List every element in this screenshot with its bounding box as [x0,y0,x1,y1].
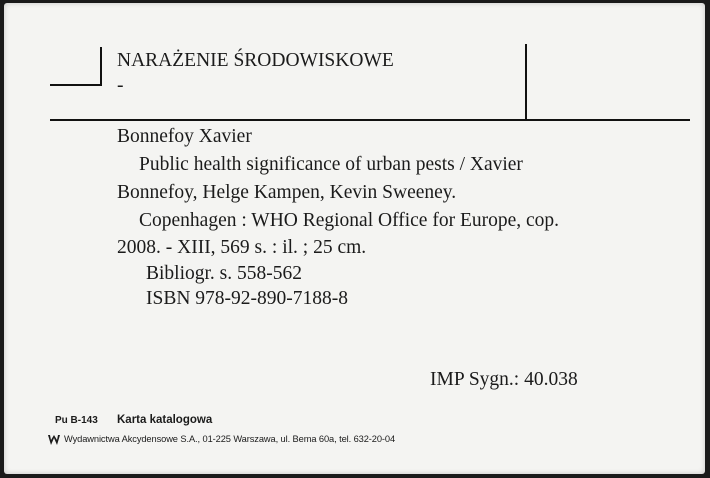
form-code: Pu B-143 [55,415,98,426]
call-number: IMP Sygn.: 40.038 [430,369,578,390]
publisher-logo-icon [47,434,61,446]
publisher-line: Wydawnictwa Akcydensowe S.A., 01-225 Warszawa, ul. Bema 60a, tel. 632-20-04 [64,434,396,444]
author-heading: Bonnefoy Xavier [117,126,252,147]
isbn-note: ISBN 978-92-890-7188-8 [146,288,349,309]
subject-heading: NARAŻENIE ŚRODOWISKOWE [117,50,394,71]
corner-bracket-vertical [100,47,102,86]
imprint-line-1: Copenhagen : WHO Regional Office for Europe, cop. [139,210,560,231]
corner-bracket-horizontal [50,84,102,86]
heading-divider [50,119,690,121]
title-line-1: Public health significance of urban pests / Xavier [139,154,523,175]
heading-right-rule [525,44,527,120]
imprint-line-2: 2008. - XIII, 569 s. : il. ; 25 cm. [117,237,367,258]
title-line-2: Bonnefoy, Helge Kampen, Kevin Sweeney. [117,182,457,203]
catalog-card [4,3,705,474]
subject-subdivision: - [117,75,124,96]
form-name: Karta katalogowa [117,414,213,426]
bibliography-note: Bibliogr. s. 558-562 [146,263,303,284]
